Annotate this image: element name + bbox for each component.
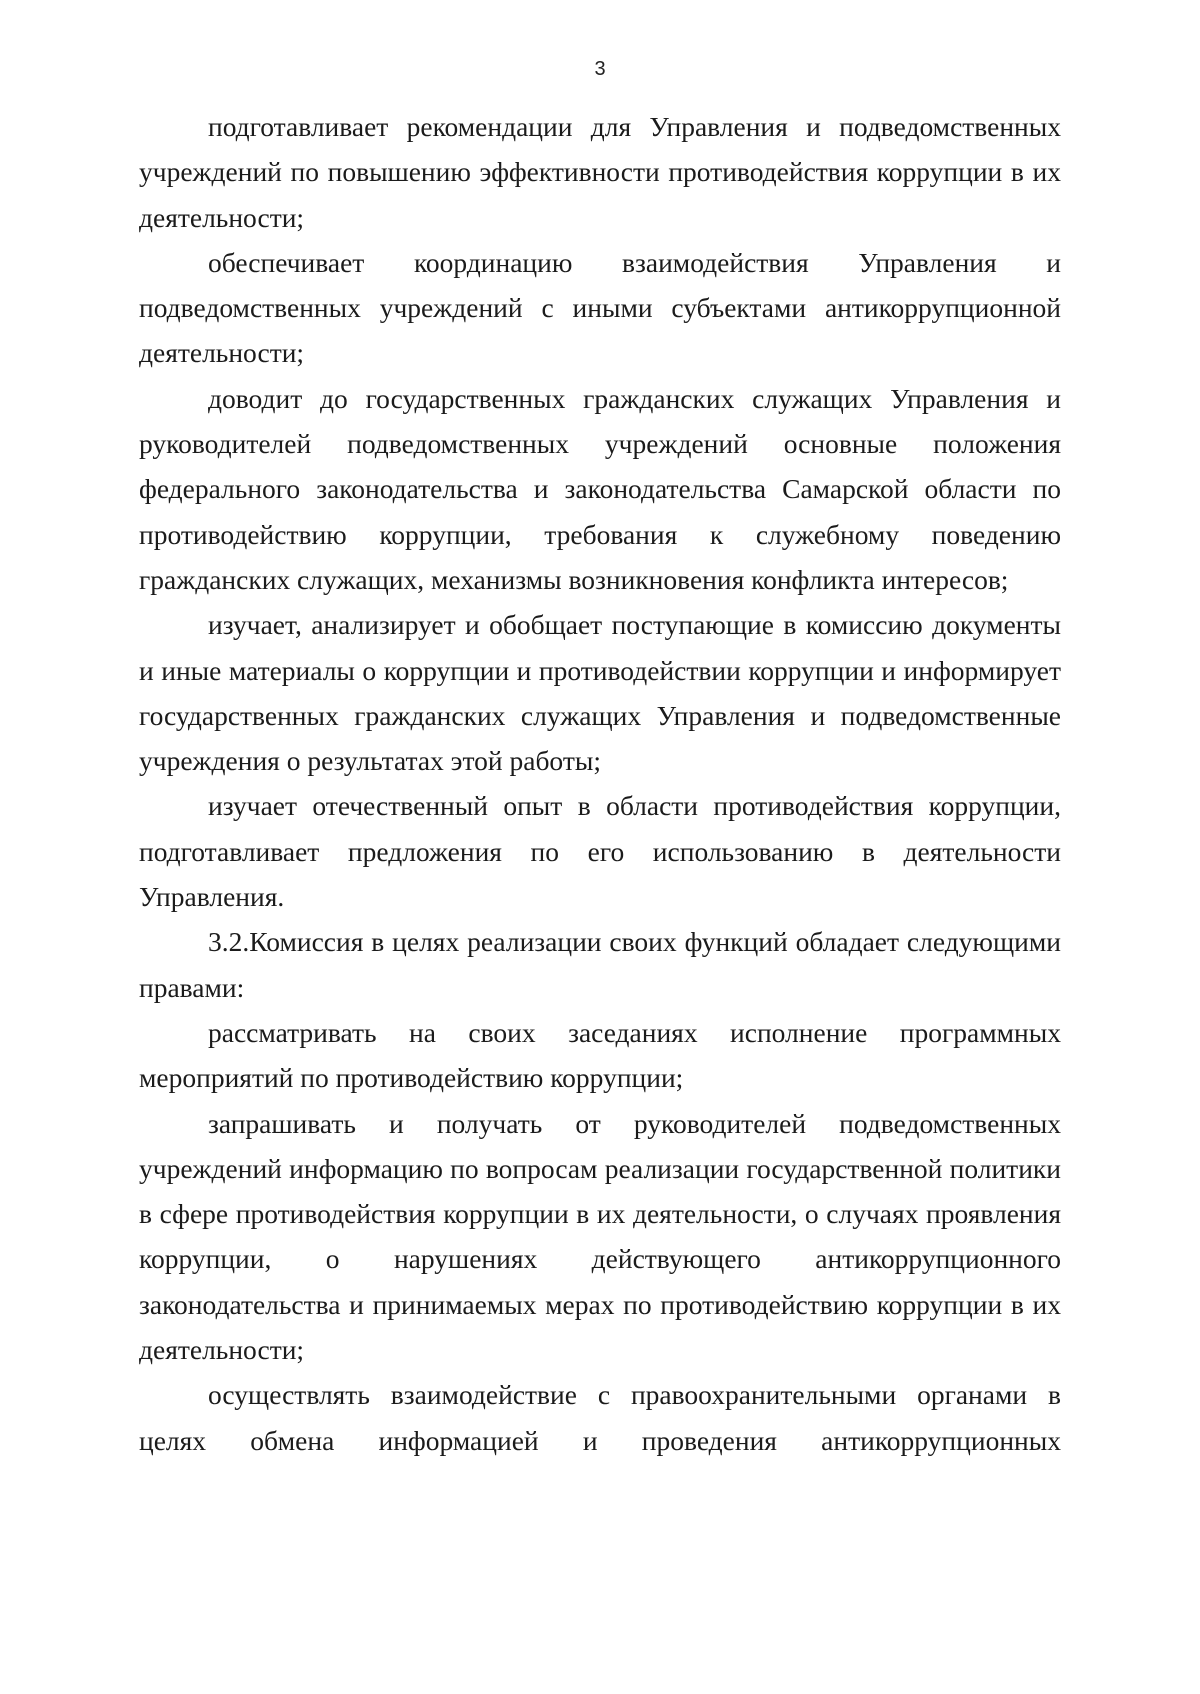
paragraph-legislation: доводит до государственных гражданских служащих Управления и руководителей подведомственных учреждений основные положения федерального законодательства и законодательства Самарской области по противодействию коррупции, требования к служебному поведению гражданских служащих, механизмы возникновения конфликта интересов; (139, 382, 1061, 595)
paragraph-experience: изучает отечественный опыт в области противодействия коррупции, подготавливает предложения по его использованию в деятельности Управления. (139, 790, 1061, 913)
page-number: 3 (594, 58, 606, 80)
paragraph-section-3-2: 3.2.Комиссия в целях реализации своих функций обладает следующими правами: (139, 926, 1061, 1003)
paragraph-law-enforcement: осуществлять взаимодействие с правоохранительными органами в целях обмена информацией и проведения антикоррупционных (139, 1379, 1061, 1456)
paragraph-coordination: обеспечивает координацию взаимодействия Управления и подведомственных учреждений с иными субъектами антикоррупционной деятельности; (139, 246, 1061, 369)
paragraph-analysis: изучает, анализирует и обобщает поступающие в комиссию документы и иные материалы о коррупции и противодействии коррупции и информирует государственных гражданских служащих Управления и подведомственные учреждения о результатах этой работы; (139, 609, 1061, 777)
paragraph-review: рассматривать на своих заседаниях исполнение программных мероприятий по противодействию коррупции; (139, 1016, 1061, 1094)
paragraph-recommendations: подготавливает рекомендации для Управления и подведомственных учреждений по повышению эффективности противодействия коррупции в их деятельности; (139, 111, 1061, 233)
document-body (139, 104, 1061, 1463)
paragraph-request-info: запрашивать и получать от руководителей подведомственных учреждений информацию по вопросам реализации государственной политики в сфере противодействия коррупции в их деятельности, о случаях проявления коррупции, о нарушениях действующего антикоррупционного законодательства и принимаемых мерах по противодействию коррупции в их деятельности; (139, 1107, 1061, 1366)
